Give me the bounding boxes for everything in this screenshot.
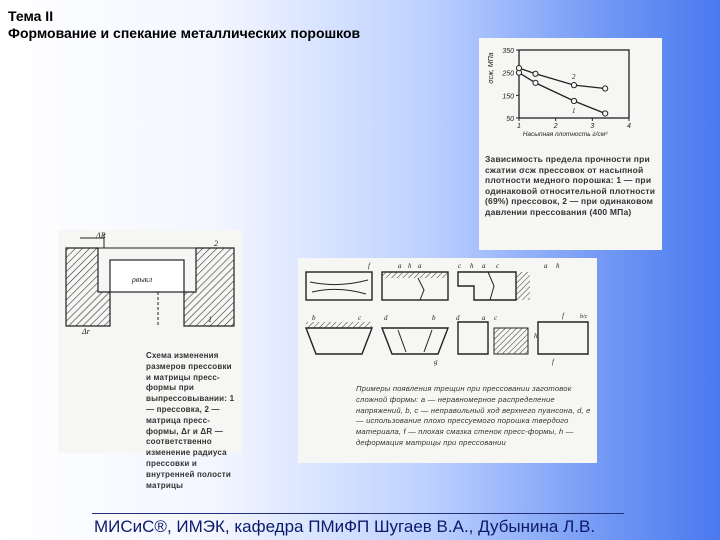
crack-label-a1: a (398, 262, 402, 270)
matrix-left-wall (66, 248, 110, 326)
y-tick-label: 250 (502, 70, 514, 78)
graph-caption: Зависимость предела прочности при сжатии σсж прессовок от насыпной плотности медного порошка: 1 — при одинаковой относительной плотности (69%) прессовок, 2 — при одинаковом давлении прессования (400 МПа) (485, 154, 656, 217)
graph-figure (479, 38, 662, 250)
compact-label-1: 1 (208, 315, 212, 324)
crack-label-a5: a (482, 314, 486, 322)
crack-label-c4: c (494, 314, 498, 322)
x-axis-label: Насыпная плотность г/см³ (522, 131, 608, 138)
crack-label-h4: h (534, 332, 538, 340)
x-tick-label: 1 (517, 123, 521, 130)
series-1-point (571, 98, 576, 103)
series-2-point (603, 86, 608, 91)
crack-label-g: g (434, 358, 438, 366)
strength-vs-density-chart (479, 38, 662, 250)
y-axis-label: σсж, МПа (488, 52, 495, 84)
crack-label-f3: f (552, 358, 554, 366)
crack-examples-figure (298, 258, 597, 463)
crack-label-a2: a (418, 262, 422, 270)
crack-example-d (382, 328, 448, 354)
crack-example-g (458, 272, 530, 300)
crack-label-c2: c (496, 262, 500, 270)
crack-label-a3: a (482, 262, 486, 270)
crack-label-bc: b/c (580, 314, 588, 320)
series-1-point (603, 111, 608, 116)
x-tick-label: 2 (553, 123, 558, 130)
crack-example-b (306, 322, 372, 354)
crack-label-b1: b (312, 314, 316, 322)
delta-R-label: ΔR (96, 231, 106, 240)
series-2-point (571, 83, 576, 88)
crack-label-d1: d (384, 314, 388, 322)
series-2-point (533, 71, 538, 76)
crack-label-f1: f (368, 262, 370, 270)
crack-label-b2: b (432, 314, 436, 322)
series-1-point (533, 80, 538, 85)
footer-credits: МИСиС®, ИМЭК, кафедра ПМиФП Шугаев В.А., Дубынина Л.В. (94, 517, 596, 536)
crack-label-h2: h (470, 262, 474, 270)
crack-label-c1: c (458, 262, 462, 270)
crack-label-a4: a (544, 262, 548, 270)
series-2-line (519, 68, 605, 88)
slide-title: Формование и спекание металлических порошков (8, 25, 361, 41)
series-1-line (519, 73, 605, 114)
crack-label-h1: h (408, 262, 412, 270)
die-caption: Схема изменения размеров прессовки и матрицы пресс-формы при выпрессовывании: 1 — прессовка, 2 — матрица пресс-формы, Δr и ΔR — соответственно изменение радиуса прессовки и внутренней полости матрицы (146, 351, 235, 490)
footer-divider (92, 513, 624, 514)
crack-label-h3: h (556, 262, 560, 270)
crack-example-f (458, 322, 588, 354)
series-2-point (516, 66, 521, 71)
crack-label-d2: d (456, 314, 460, 322)
matrix-label-2: 2 (214, 239, 218, 248)
x-tick-label: 3 (590, 123, 595, 130)
cracks-caption: Примеры появления трещин при прессовании заготовок сложной формы: a — неравномерное распределение напряжений, b, c — неправильный ход верхнего пуансона, d, e — использование плохо прессуемого порошка твердого материала, f — плохая смазка стенок пресс-формы, h — деформация матрицы при прессовании (356, 384, 591, 447)
x-tick-label: 4 (627, 123, 631, 130)
series-2-label: 2 (572, 73, 576, 82)
slide-title-block (8, 8, 360, 42)
rho-label: ρвыкл (132, 275, 153, 284)
crack-example-a (306, 272, 372, 300)
die-schematic-figure (58, 230, 242, 490)
topic-line: Тема II (8, 8, 54, 24)
y-tick-label: 350 (502, 48, 514, 55)
y-tick-label: 150 (502, 93, 514, 101)
crack-label-c3: c (358, 314, 362, 322)
crack-example-h (382, 272, 448, 300)
delta-r-label: Δr (82, 327, 90, 336)
crack-label-f2: f (562, 312, 564, 320)
y-tick-label: 50 (506, 116, 514, 123)
series-1-label: 1 (572, 107, 576, 115)
